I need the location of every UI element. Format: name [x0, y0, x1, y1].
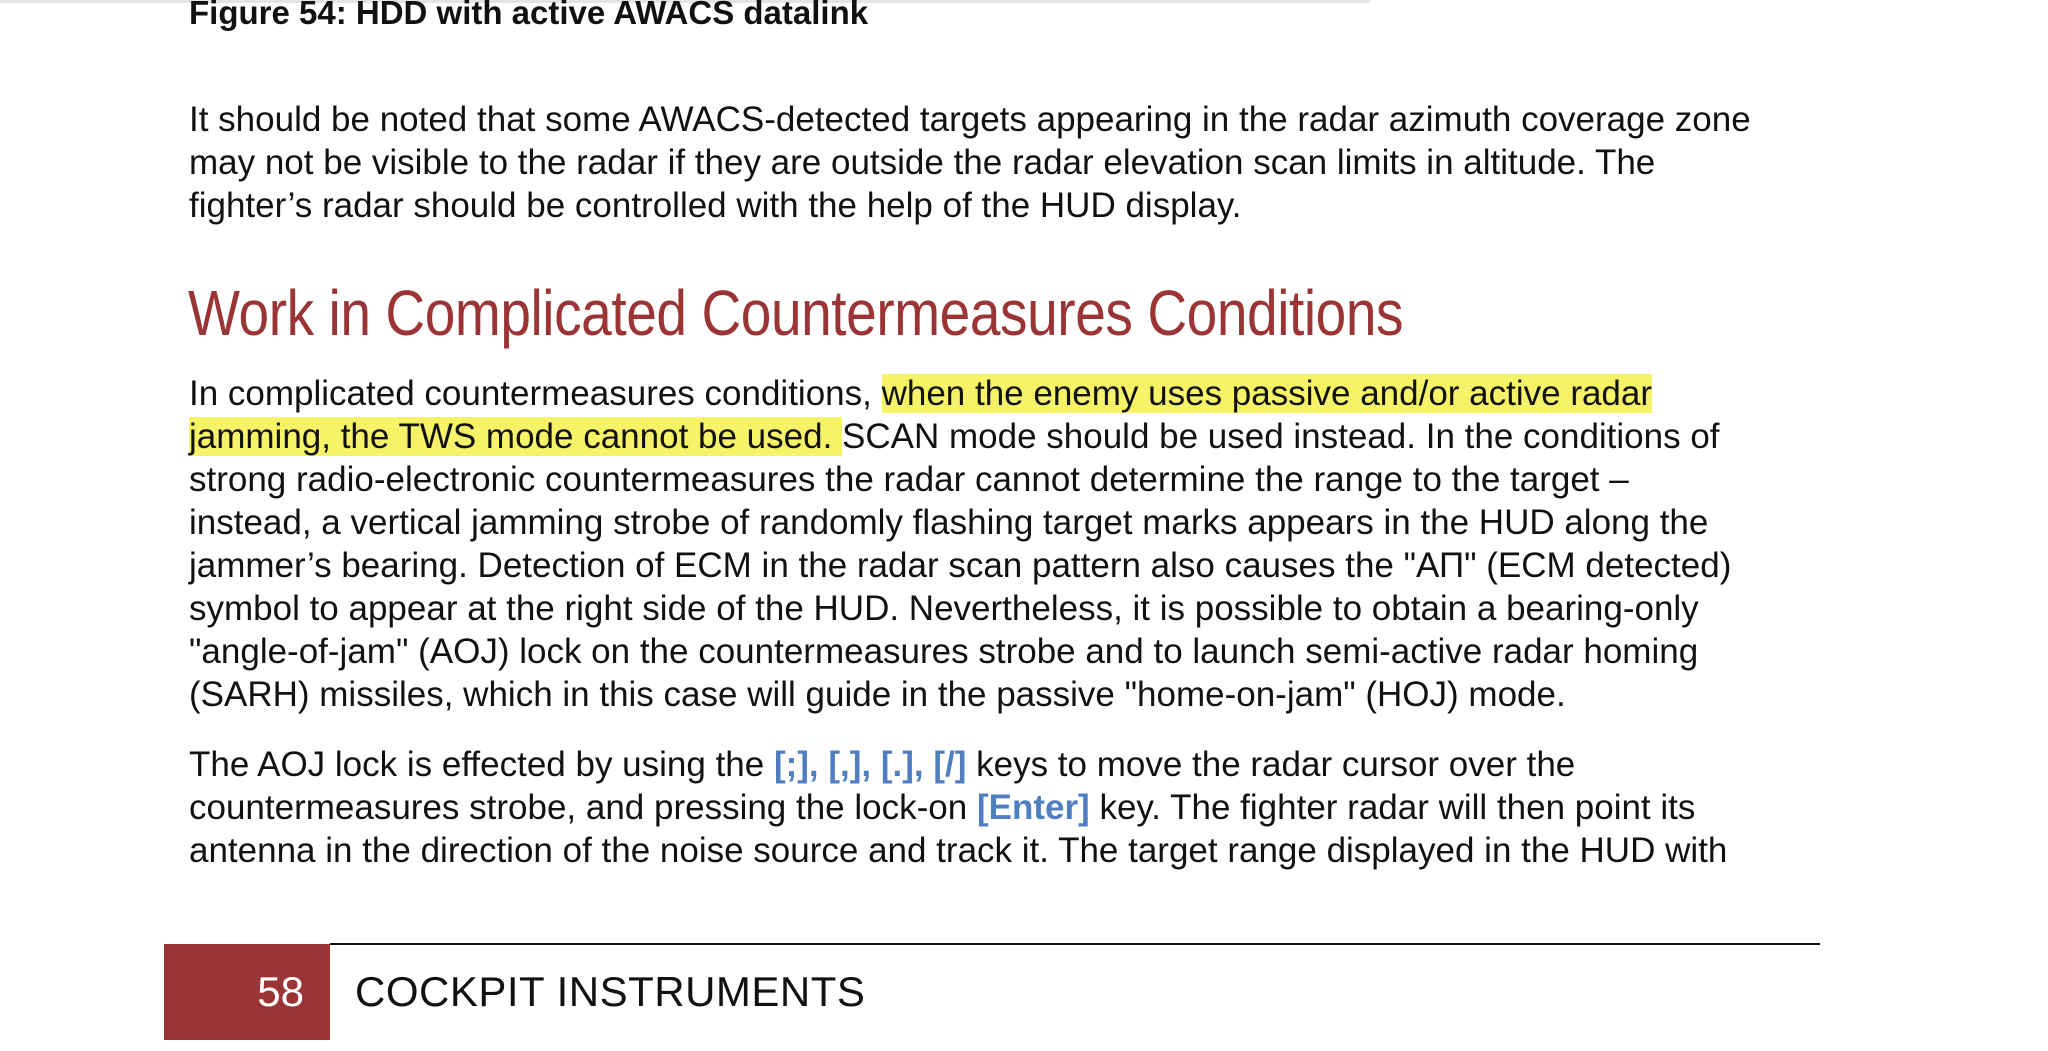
paragraph-awacs-note — [189, 98, 1839, 227]
plain-text: In complicated countermeasures conditions, — [189, 374, 882, 413]
paragraph-line — [189, 743, 1839, 786]
plain-text: countermeasures strobe, and pressing the lock-on — [189, 788, 977, 827]
paragraph-line: It should be noted that some AWACS-detected targets appearing in the radar azimuth coverage zone — [189, 100, 1751, 139]
plain-text: The AOJ lock is effected by using the — [189, 745, 774, 784]
highlighted-text: jamming, the TWS mode cannot be used. — [189, 417, 843, 456]
paragraph-line: jammer’s bearing. Detection of ECM in the radar scan pattern also causes the "АП" (ECM detected) — [189, 546, 1732, 585]
paragraph-line — [189, 786, 1839, 829]
paragraph-line: symbol to appear at the right side of the HUD. Nevertheless, it is possible to obtain a bearing-only — [189, 589, 1699, 628]
cursor-keys-label: [;], [,], [.], [/] — [773, 745, 967, 784]
paragraph-line: strong radio-electronic countermeasures the radar cannot determine the range to the target – — [189, 460, 1629, 499]
paragraph-line — [189, 372, 1839, 415]
paragraph-line: "angle-of-jam" (AOJ) lock on the countermeasures strobe and to launch semi-active radar homing — [189, 632, 1699, 671]
figure-caption: Figure 54: HDD with active AWACS datalink — [189, 0, 869, 31]
page-number-box — [164, 944, 330, 1040]
enter-key-label: [Enter] — [976, 788, 1090, 827]
plain-text: key. The fighter radar will then point its — [1089, 788, 1696, 827]
highlighted-text: when the enemy uses passive and/or active radar — [881, 374, 1653, 413]
page-number: 58 — [257, 968, 304, 1015]
paragraph-line: may not be visible to the radar if they are outside the radar elevation scan limits in altitude. The — [189, 143, 1656, 182]
paragraph-line: (SARH) missiles, which in this case will guide in the passive "home-on-jam" (HOJ) mode. — [189, 675, 1566, 714]
footer-divider — [330, 943, 1820, 945]
paragraph-line: antenna in the direction of the noise source and track it. The target range displayed in the HUD with — [189, 831, 1728, 870]
paragraph-countermeasures — [189, 372, 1839, 716]
plain-text: SCAN mode should be used instead. In the conditions of — [842, 417, 1720, 456]
paragraph-line — [189, 415, 1839, 458]
paragraph-aoj-lock — [189, 743, 1839, 872]
paragraph-line: fighter’s radar should be controlled with the help of the HUD display. — [189, 186, 1242, 225]
paragraph-line: instead, a vertical jamming strobe of randomly flashing target marks appears in the HUD along the — [189, 503, 1709, 542]
section-heading: Work in Complicated Countermeasures Conditions — [188, 277, 1404, 349]
plain-text: keys to move the radar cursor over the — [966, 745, 1576, 784]
footer-section-title: COCKPIT INSTRUMENTS — [355, 968, 866, 1015]
